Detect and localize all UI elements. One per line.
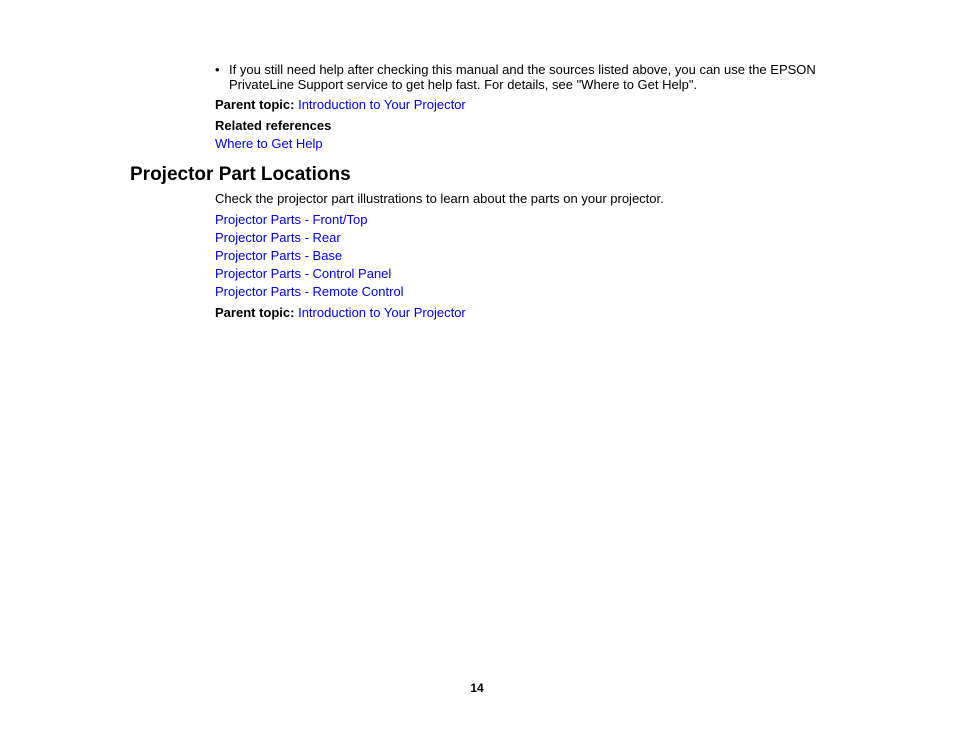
parent-topic-link[interactable]: Introduction to Your Projector <box>298 97 466 112</box>
page-number: 14 <box>470 681 484 695</box>
base-link[interactable]: Projector Parts - Base <box>215 248 343 263</box>
related-references-line <box>215 136 323 152</box>
part-link-row <box>215 284 404 300</box>
rear-link[interactable]: Projector Parts - Rear <box>215 230 341 245</box>
front-top-link[interactable]: Projector Parts - Front/Top <box>215 212 368 227</box>
parent-topic-line-1 <box>215 97 466 113</box>
remote-control-link[interactable]: Projector Parts - Remote Control <box>215 284 404 299</box>
parent-topic-link[interactable]: Introduction to Your Projector <box>298 305 466 320</box>
part-link-row <box>215 212 367 228</box>
part-link-row <box>215 248 342 264</box>
part-link-row <box>215 230 341 246</box>
parent-topic-label: Parent topic: <box>215 305 295 320</box>
where-to-get-help-link[interactable]: Where to Get Help <box>215 136 323 151</box>
control-panel-link[interactable]: Projector Parts - Control Panel <box>215 266 392 281</box>
section-heading: Projector Part Locations <box>130 164 351 185</box>
parent-topic-label: Parent topic: <box>215 97 295 112</box>
help-bullet-item <box>215 62 835 92</box>
bullet-text: If you still need help after checking this manual and the sources listed above, you can use the EPSON PrivateLine Support service to get help fast. For details, see "Where to Get Help". <box>229 62 816 92</box>
section-intro: Check the projector part illustrations to learn about the parts on your projector. <box>215 191 664 206</box>
part-link-row <box>215 266 391 282</box>
related-references-label: Related references <box>215 118 332 133</box>
parent-topic-line-2 <box>215 305 466 321</box>
bullet-mark: • <box>215 62 220 77</box>
